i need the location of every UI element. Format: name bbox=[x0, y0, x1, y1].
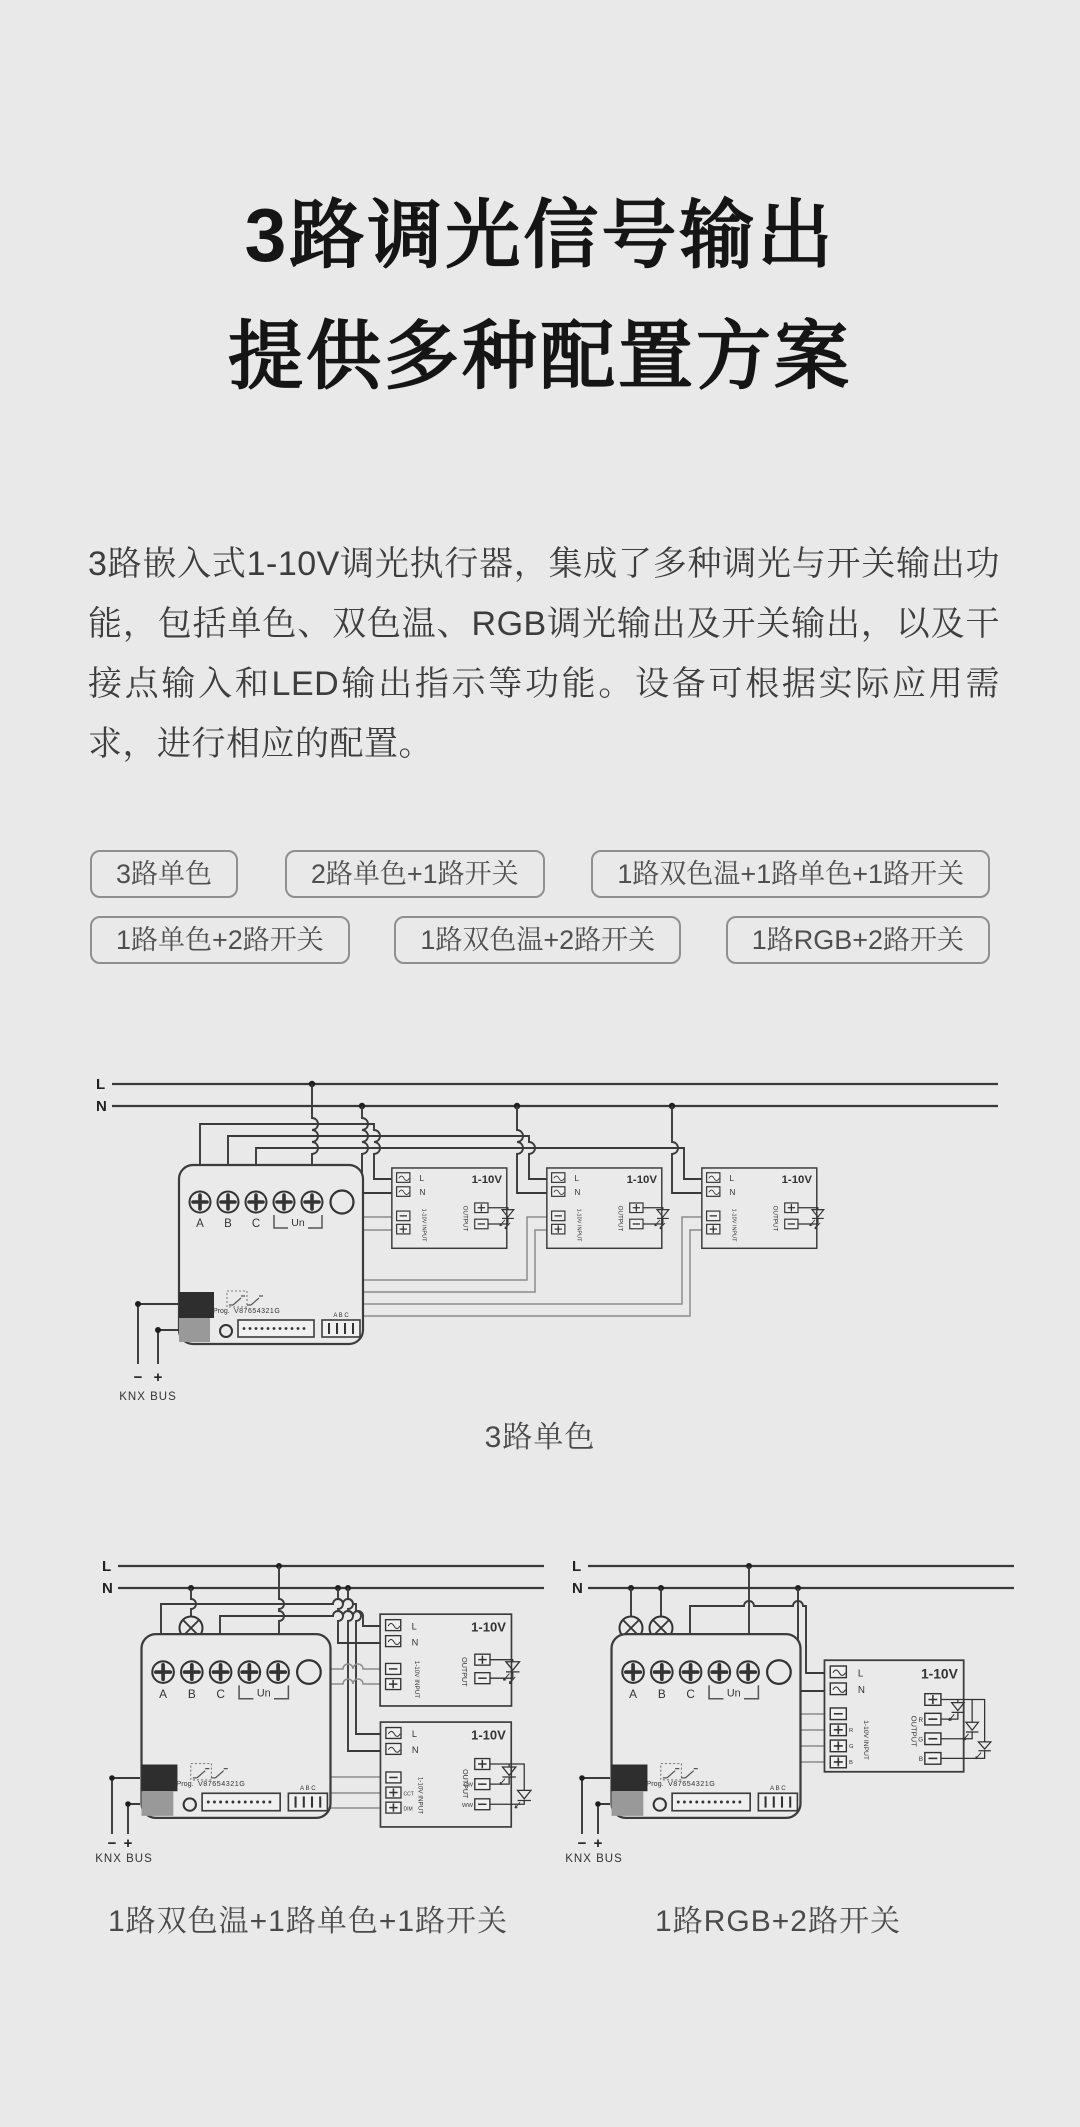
knx-bus-label: KNX BUS bbox=[565, 1853, 623, 1865]
config-tag-3ch-mono: 3路单色 bbox=[90, 850, 238, 898]
title-line-1: 3路调光信号输出 bbox=[244, 193, 836, 277]
ballast-channel-b bbox=[547, 1168, 669, 1248]
actuator-device bbox=[612, 1634, 801, 1818]
wiring-diagram-cct-mono-switch bbox=[90, 1548, 550, 1865]
config-tags-row-1 bbox=[90, 850, 990, 898]
config-tag-cct-2switch: 1路双色温+2路开关 bbox=[394, 916, 681, 964]
knx-plus-label: + bbox=[153, 1369, 163, 1386]
line-n-label: N bbox=[102, 1580, 113, 1597]
page-title bbox=[0, 175, 1080, 417]
ballast-channel-c bbox=[702, 1168, 824, 1248]
power-lines bbox=[102, 1558, 544, 1597]
knx-bus-label: KNX BUS bbox=[95, 1853, 153, 1865]
knx-bus-label: KNX BUS bbox=[119, 1391, 177, 1403]
diagram-caption-rgb-switch: 1路RGB+2路开关 bbox=[655, 1905, 901, 1938]
line-n-label: N bbox=[96, 1098, 107, 1115]
knx-minus-label: − bbox=[107, 1835, 117, 1852]
actuator-device bbox=[142, 1634, 331, 1818]
config-tag-rgb-2switch: 1路RGB+2路开关 bbox=[726, 916, 990, 964]
config-tag-2mono-1switch: 2路单色+1路开关 bbox=[285, 850, 545, 898]
wiring-diagram-rgb-switch bbox=[560, 1548, 1020, 1865]
config-tags-row-2 bbox=[90, 916, 990, 964]
power-lines bbox=[572, 1558, 1014, 1597]
config-tag-cct-mono-switch: 1路双色温+1路单色+1路开关 bbox=[591, 850, 990, 898]
knx-bus-connection bbox=[119, 1301, 179, 1403]
config-tag-1mono-2switch: 1路单色+2路开关 bbox=[90, 916, 350, 964]
diagram-caption-cct-mono-switch: 1路双色温+1路单色+1路开关 bbox=[107, 1905, 509, 1938]
ballast-cct bbox=[380, 1722, 531, 1827]
line-n-label: N bbox=[572, 1580, 583, 1597]
knx-minus-label: − bbox=[133, 1369, 143, 1386]
ballast-mono bbox=[380, 1614, 519, 1706]
title-line-2: 提供多种配置方案 bbox=[227, 314, 852, 398]
line-l-label: L bbox=[96, 1076, 106, 1093]
power-lines bbox=[96, 1076, 998, 1115]
knx-plus-label: + bbox=[123, 1835, 133, 1852]
line-l-label: L bbox=[572, 1558, 582, 1575]
intro-paragraph: 3路嵌入式1-10V调光执行器，集成了多种调光与开关输出功能，包括单色、双色温、RGB调光输出及开关输出，以及干接点输入和LED输出指示等功能。设备可根据实际应用需求，进行相应的配置。 bbox=[88, 545, 1000, 763]
knx-plus-label: + bbox=[593, 1835, 603, 1852]
knx-minus-label: − bbox=[577, 1835, 587, 1852]
line-l-label: L bbox=[102, 1558, 112, 1575]
actuator-device bbox=[179, 1165, 363, 1344]
wiring-diagram-3ch-mono bbox=[90, 1062, 1010, 1412]
diagram-caption-3ch-mono: 3路单色 bbox=[484, 1421, 596, 1454]
ballast-channel-a bbox=[392, 1168, 514, 1248]
ballast-rgb bbox=[824, 1660, 990, 1772]
